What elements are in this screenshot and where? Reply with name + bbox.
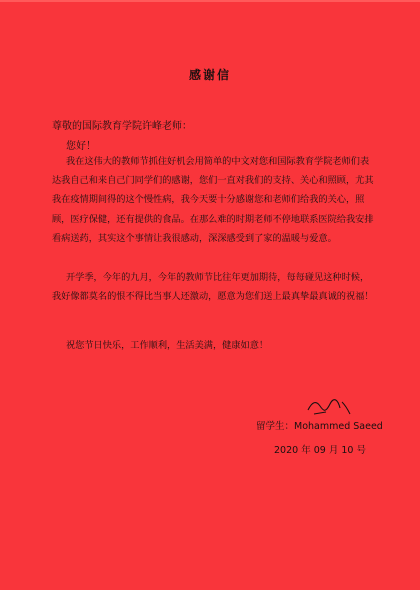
letter-greeting: 您好！	[66, 141, 96, 152]
letter-paragraph-2: 开学季，今年的九月，今年的教师节比往年更加期待，每每碰见这种时候，我好像都莫名的恨不得比当事人还激动，愿意为您们送上最真挚最真诚的祝福！	[52, 272, 374, 303]
letter-paragraph-3: 祝您节日快乐，工作顺利，生活美满，健康如意！	[66, 340, 269, 351]
letter-sender: 留学生：Mohammed Saeed	[256, 421, 383, 432]
letter-date: 2020 年 09 月 10 号	[274, 445, 366, 456]
letter-title: 感谢信	[188, 68, 231, 82]
paper-top-edge	[0, 0, 420, 2]
handwritten-signature	[304, 396, 354, 418]
letter-paragraph-1: 我在这伟大的教师节抓住好机会用简单的中文对您和国际教育学院老师们表达我自己和来自己门同学们的感谢，您们一直对我们的支持、关心和照顾，尤其我在疫情期间得的这个慢性病，我今天要十分感谢您和老师们给我的关心，照顾，医疗保健，还有提供的食品。在那么难的时期老师不停地联系医院给我安排看病送药，其实这个事情让我很感动，深深感受到了家的温暖与爱意。	[52, 156, 374, 244]
letter-salutation: 尊敬的国际教育学院许峰老师：	[52, 121, 192, 132]
